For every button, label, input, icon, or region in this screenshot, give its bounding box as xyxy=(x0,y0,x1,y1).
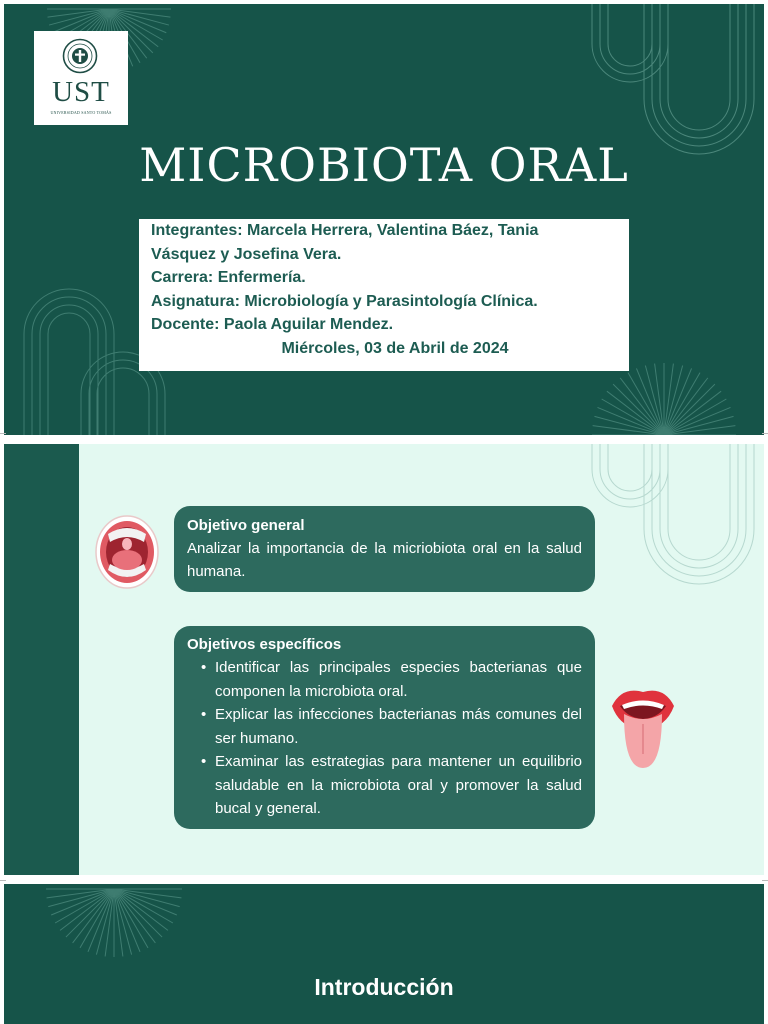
presentation-info-box xyxy=(139,219,629,371)
arch-lines-decoration-right xyxy=(584,444,764,594)
objetivo-general-card xyxy=(174,506,595,592)
info-integrantes-line1: Integrantes: Marcela Herrera, Valentina Báez, Tania xyxy=(151,222,539,239)
objetivo-general-heading: Objetivo general xyxy=(187,517,305,534)
green-sidebar xyxy=(4,444,79,875)
university-logo xyxy=(34,31,128,125)
presentation-title: MICROBIOTA ORAL xyxy=(139,138,629,192)
objetivos-especificos-card xyxy=(174,626,595,829)
page-edge-mark xyxy=(0,880,6,881)
logo-abbreviation: UST xyxy=(52,76,110,108)
sunburst-decoration-intro xyxy=(44,884,184,964)
tongue-out-mouth-icon xyxy=(610,684,676,772)
logo-subtitle: UNIVERSIDAD SANTO TOMÁS xyxy=(50,110,112,115)
info-integrantes-line2: Vásquez y Josefina Vera. xyxy=(151,245,342,263)
introduction-title: Introducción xyxy=(314,974,454,1000)
info-carrera: Carrera: Enfermería. xyxy=(151,269,306,286)
objectives-slide xyxy=(4,444,764,875)
list-item: • Examinar las estrategias para mantener un equilibrio saludable en la microbiota oral y promover la salud bucal y general. xyxy=(201,750,582,821)
page-edge-mark xyxy=(762,433,768,434)
list-item: • Explicar las infecciones bacterianas más comunes del ser humano. xyxy=(201,703,582,750)
title-slide xyxy=(4,4,764,435)
university-seal-icon xyxy=(62,38,98,74)
objetivos-especificos-heading: Objetivos específicos xyxy=(187,636,342,653)
objetivo-general-text: Analizar la importancia de la micriobiota oral en la salud humana. xyxy=(187,540,582,580)
introduction-slide xyxy=(4,884,764,1024)
info-asignatura: Asignatura: Microbiología y Parasintología Clínica. xyxy=(151,292,538,310)
open-mouth-icon xyxy=(94,514,160,590)
info-docente: Docente: Paola Aguilar Mendez. xyxy=(151,316,394,333)
info-date: Miércoles, 03 de Abril de 2024 xyxy=(281,339,509,357)
objetivos-especificos-list xyxy=(187,656,582,821)
list-item: • Identificar las principales especies bacterianas que componen la microbiota oral. xyxy=(201,656,582,703)
page-edge-mark xyxy=(0,433,6,434)
page-edge-mark xyxy=(762,880,768,881)
